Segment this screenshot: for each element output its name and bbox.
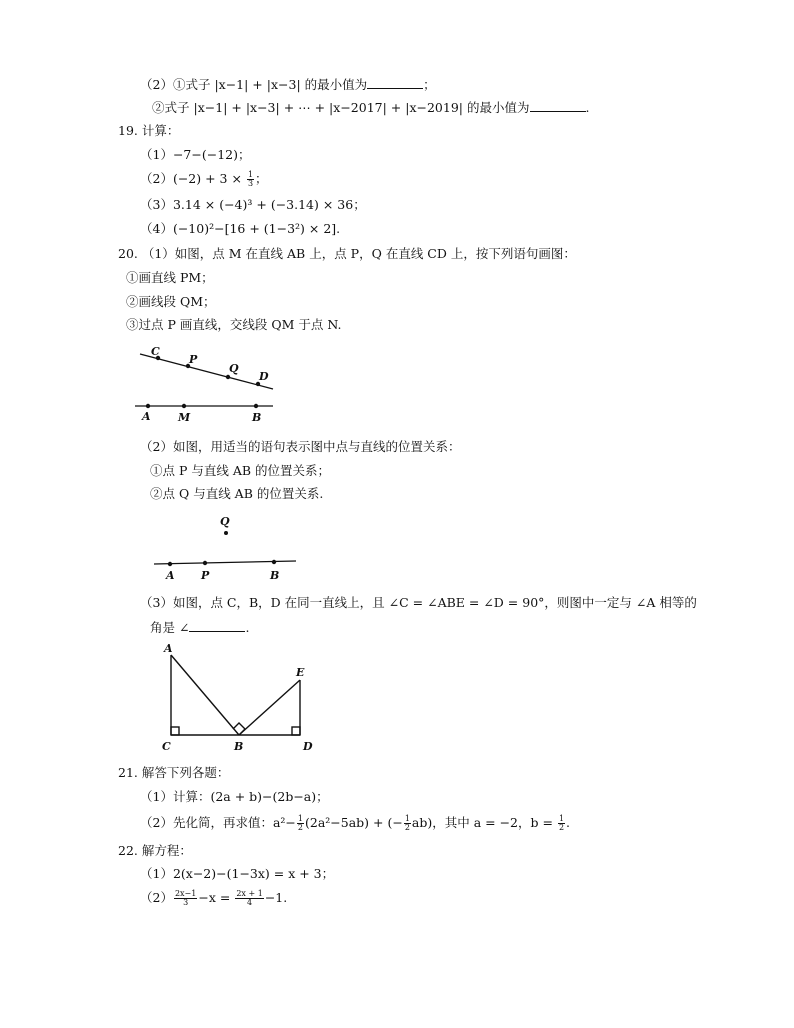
label-b: B: [252, 411, 262, 424]
fraction-one-half: $\frac{1}{2}$: [297, 814, 303, 832]
point-q: [224, 531, 228, 535]
label-c: C: [151, 345, 160, 358]
point-b: [254, 404, 258, 408]
q19-item-2: （2）(−2) + 3 × $\frac{1}{3}$ ；: [140, 170, 268, 188]
q22-item-1: （1）2(x−2)−(1−3x) = x + 3；: [140, 866, 335, 881]
q21-item-2: （2）先化简，再求值：a²− $\frac{1}{2}$ (2a²−5ab) + (− $\frac{1}{2}$ ab)，其中 a = −2，b = $\frac{1}{2}$ .: [140, 814, 571, 832]
q20-step-2: ②画线段 QM；: [126, 294, 216, 309]
figure-1: [135, 345, 273, 424]
label-a: A: [142, 410, 151, 423]
label-m: M: [178, 411, 191, 424]
fraction-2x-1-over-3: $\frac{2x-1}{3}$: [174, 889, 197, 907]
label-e: E: [296, 666, 305, 679]
answer-blank[interactable]: [189, 619, 245, 632]
point-a: [146, 404, 150, 408]
figure-3: [171, 655, 300, 735]
q21-heading: 21. 解答下列各题：: [118, 765, 230, 780]
q22-item-2: （2） $\frac{2x-1}{3}$ −x = $\frac{2x + 1}{4}$ −1.: [140, 889, 288, 907]
q20-step-1: ①画直线 PM；: [126, 270, 214, 285]
fraction-2x-plus-1-over-4: $\frac{2x + 1}{4}$: [236, 889, 263, 907]
label-q: Q: [220, 515, 230, 528]
figure-2: [154, 515, 296, 582]
q19-heading: 19. 计算：: [118, 123, 180, 138]
label-d: D: [259, 370, 269, 383]
q19-item-1: （1）−7−(−12)；: [140, 147, 251, 162]
point-a: [168, 562, 172, 566]
q18-part2-a: （2）①式子 |x−1| + |x−3| 的最小值为 ；: [140, 77, 436, 92]
label-d: D: [303, 740, 313, 753]
q20-part3-line2: 角是 ∠ .: [150, 620, 250, 635]
fraction-one-half: $\frac{1}{2}$: [404, 814, 410, 832]
label-q: Q: [229, 362, 239, 375]
point-b: [272, 560, 276, 564]
point-m: [182, 404, 186, 408]
q19-item-4: （4）(−10)²−[16 + (1−3²) × 2].: [140, 221, 341, 236]
point-p: [203, 561, 207, 565]
label-b: B: [270, 569, 280, 582]
q20-heading: 20. （1）如图，点 M 在直线 AB 上，点 P，Q 在直线 CD 上，按下列语句画图：: [118, 246, 576, 261]
q18-part2-b: ②式子 |x−1| + |x−3| + ⋯ + |x−2017| + |x−2019| 的最小值为 .: [152, 100, 590, 115]
label-c: C: [162, 740, 171, 753]
q20-part3-line1: （3）如图，点 C，B，D 在同一直线上，且 ∠C = ∠ABE = ∠D = 90°，则图中一定与 ∠A 相等的: [140, 595, 697, 610]
fraction-one-half: $\frac{1}{2}$: [558, 814, 565, 832]
fraction-one-third: $\frac{1}{3}$: [247, 170, 254, 188]
q20-part2-item-1: ①点 P 与直线 AB 的位置关系；: [150, 463, 331, 478]
q21-item-1: （1）计算：(2a + b)−(2b−a)；: [140, 789, 329, 804]
q19-item-3: （3）3.14 × (−4)³ + (−3.14) × 36；: [140, 197, 366, 212]
label-a: A: [164, 642, 173, 655]
label-a: A: [166, 569, 175, 582]
q22-heading: 22. 解方程：: [118, 843, 192, 858]
q20-step-3: ③过点 P 画直线，交线段 QM 于点 N.: [126, 317, 342, 332]
q20-part2: （2）如图，用适当的语句表示图中点与直线的位置关系：: [140, 439, 461, 454]
point-q: [226, 375, 230, 379]
label-p: P: [189, 353, 198, 366]
label-p: P: [201, 569, 210, 582]
q20-part2-item-2: ②点 Q 与直线 AB 的位置关系.: [150, 486, 324, 501]
label-b: B: [234, 740, 244, 753]
